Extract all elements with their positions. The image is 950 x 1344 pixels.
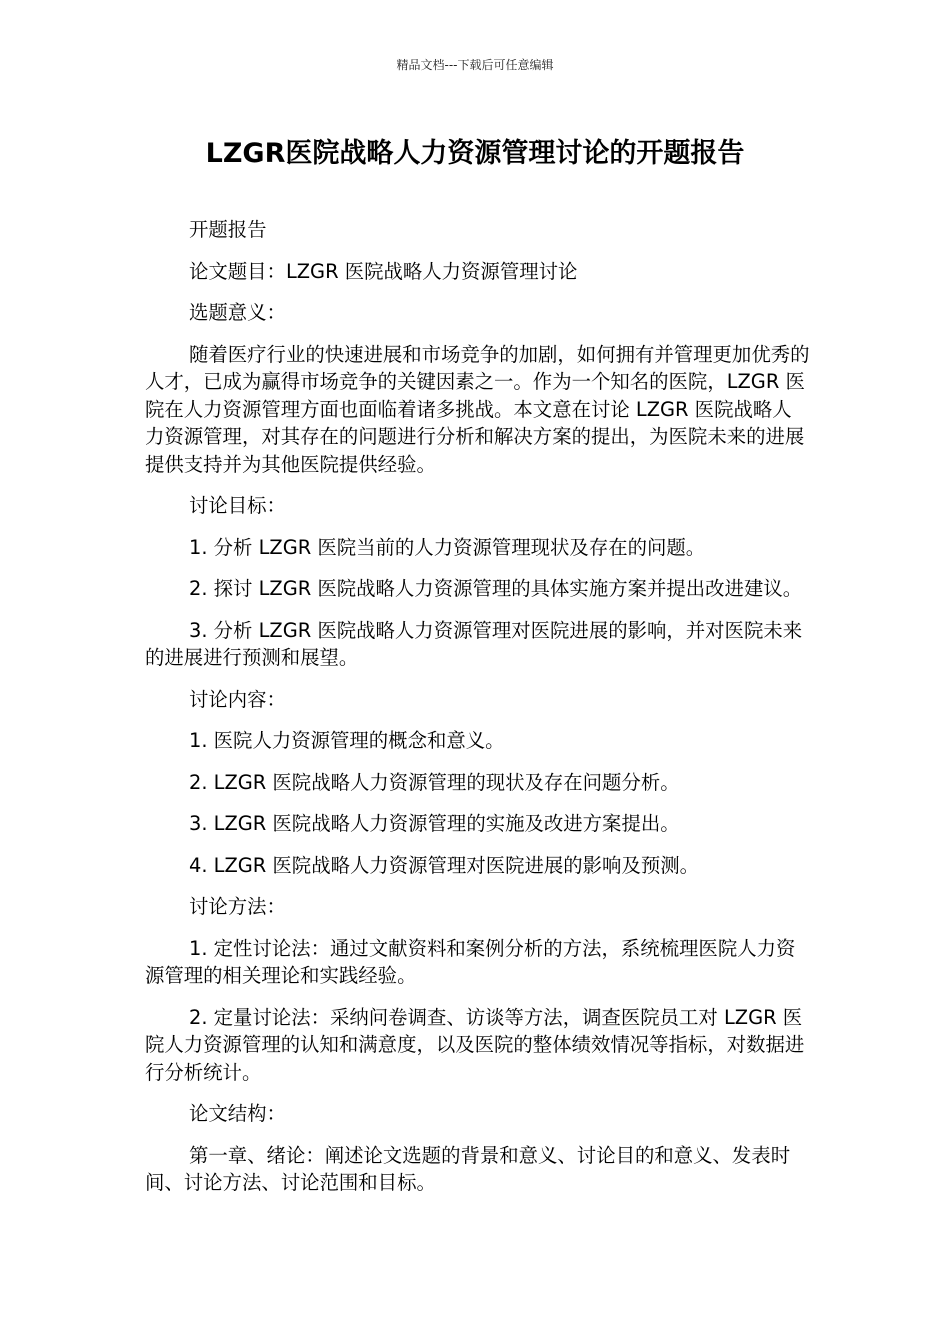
document-body [145, 216, 810, 1211]
objective-item: 2. 探讨 LZGR 医院战略人力资源管理的具体实施方案并提出改进建议。 [189, 577, 803, 600]
document-title: LZGR医院战略人力资源管理讨论的开题报告 [205, 138, 745, 169]
objective-item: 3. 分析 LZGR 医院战略人力资源管理对医院进展的影响，并对医院未来的进展进行预测和展望。 [145, 618, 803, 669]
content-item: 2. LZGR 医院战略人力资源管理的现状及存在问题分析。 [189, 770, 680, 794]
section-heading-significance: 选题意义： [189, 301, 286, 324]
method-item: 2. 定量讨论法：采纳问卷调查、访谈等方法，调查医院员工对 LZGR 医院人力资源管理的认知和满意度，以及医院的整体绩效情况等指标，对数据进行分析统计。 [145, 1005, 805, 1084]
paper-topic-line: 论文题目：LZGR 医院战略人力资源管理讨论 [189, 259, 578, 283]
section-heading-structure: 论文结构： [189, 1102, 286, 1125]
section-heading-objectives: 讨论目标： [189, 494, 286, 517]
page-header-note: 精品文档---下载后可任意编辑 [396, 58, 554, 72]
content-item: 4. LZGR 医院战略人力资源管理对医院进展的影响及预测。 [189, 853, 700, 877]
method-item: 1. 定性讨论法：通过文献资料和案例分析的方法，系统梳理医院人力资源管理的相关理论和实践经验。 [145, 936, 796, 987]
section-heading-content: 讨论内容： [189, 687, 286, 711]
section-heading-opening-report: 开题报告 [189, 218, 267, 241]
section-heading-methods: 讨论方法： [189, 895, 286, 918]
content-item: 1. 医院人力资源管理的概念和意义。 [189, 729, 505, 752]
structure-chapter-1: 第一章、绪论：阐述论文选题的背景和意义、讨论目的和意义、发表时间、讨论方法、讨论范围和目标。 [145, 1143, 791, 1194]
content-item: 3. LZGR 医院战略人力资源管理的实施及改进方案提出。 [189, 812, 680, 835]
objective-item: 1. 分析 LZGR 医院当前的人力资源管理现状及存在的问题。 [189, 535, 706, 559]
significance-paragraph: 随着医疗行业的快速进展和市场竞争的加剧，如何拥有并管理更加优秀的人才，已成为赢得市场竞争的关键因素之一。作为一个知名的医院，LZGR 医院在人力资源管理方面也面临着诸多挑战。本文意在讨论 LZGR 医院战略人力资源管理，对其存在的问题进行分析和解决方案的提出，为医院未来的进展提供支持并为其他医院提供经验。 [145, 342, 810, 476]
